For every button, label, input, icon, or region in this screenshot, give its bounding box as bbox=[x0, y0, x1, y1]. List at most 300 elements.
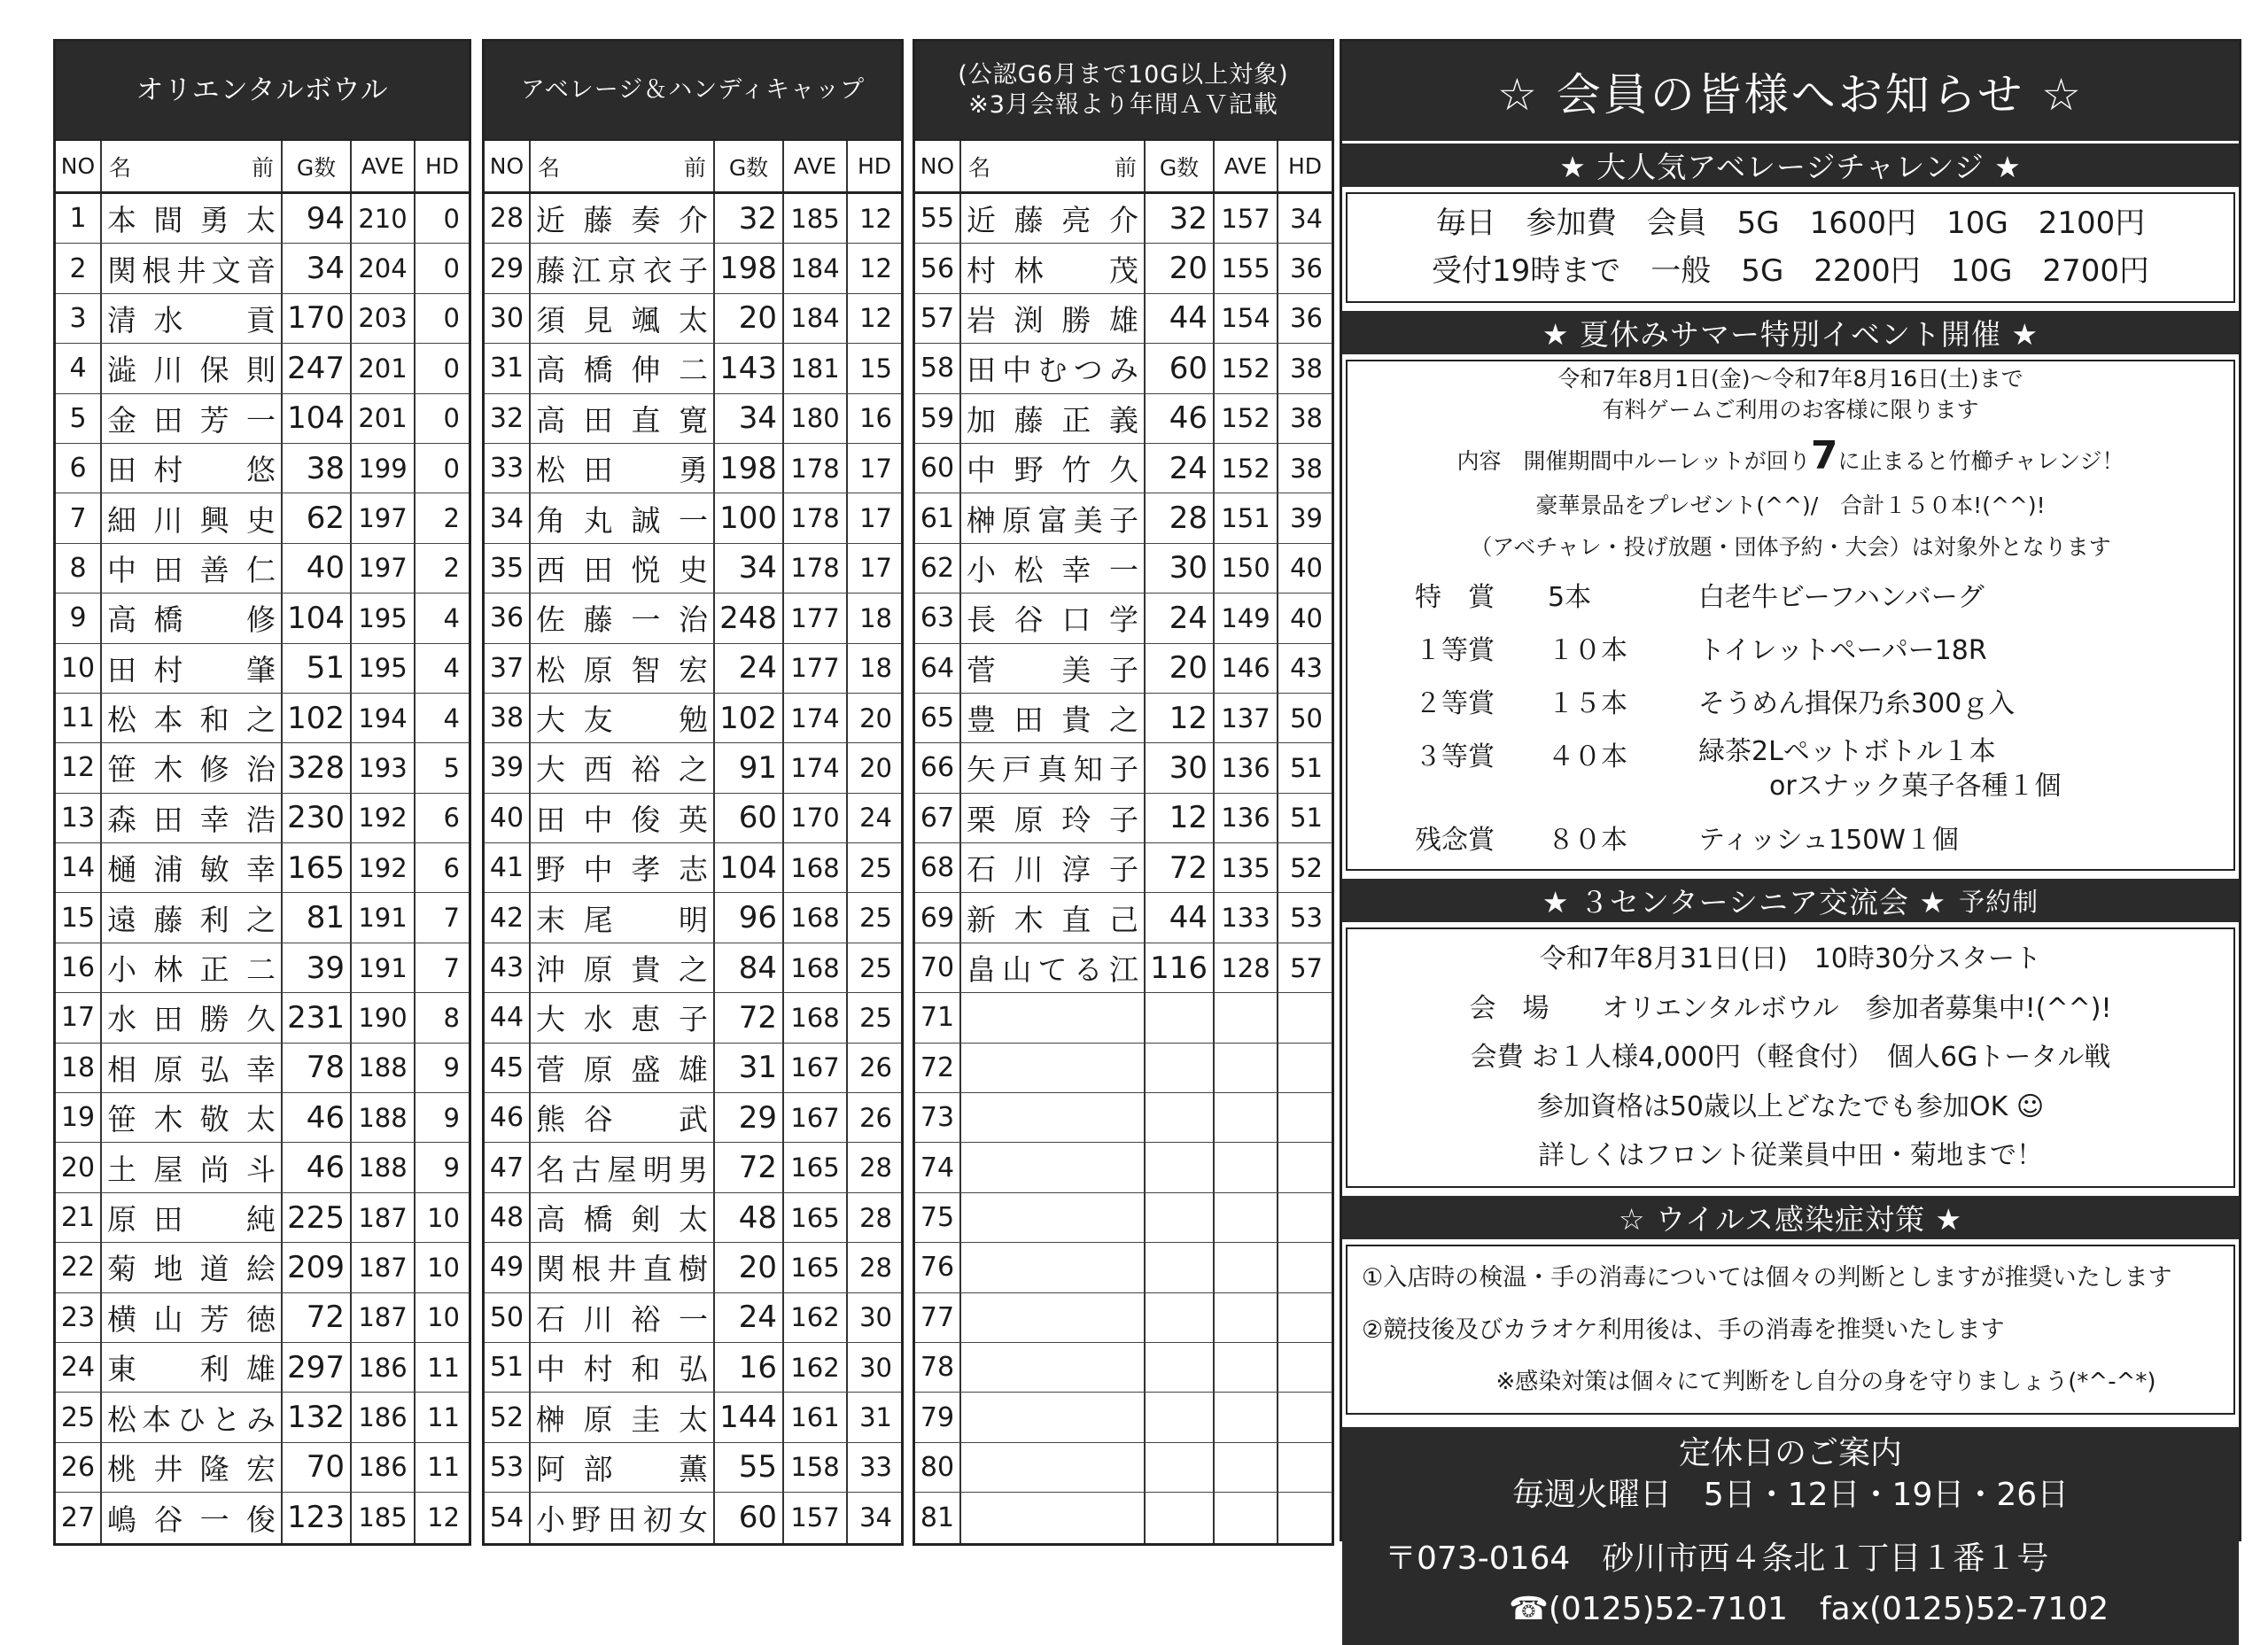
table-row bbox=[56, 194, 469, 244]
table-2-rows bbox=[485, 194, 901, 1543]
row-handicap: 51 bbox=[1290, 803, 1323, 834]
col-no: NO bbox=[915, 141, 961, 191]
row-handicap bbox=[1278, 1493, 1332, 1542]
row-name: 末 尾 明 bbox=[531, 893, 715, 942]
table-row bbox=[915, 544, 1332, 594]
row-average: 185 bbox=[352, 1493, 416, 1542]
row-name: 関 根 井 直 樹 bbox=[531, 1243, 715, 1292]
row-no: 61 bbox=[915, 493, 961, 542]
row-average: 168 bbox=[784, 893, 848, 942]
table-row bbox=[485, 444, 901, 493]
row-name: 小 野 田 初 女 bbox=[531, 1493, 715, 1542]
row-name: 原 田 純 bbox=[102, 1193, 283, 1242]
row-average: 165 bbox=[784, 1143, 848, 1191]
row-no: 39 bbox=[485, 743, 531, 792]
ranking-table-1 bbox=[53, 39, 471, 1546]
table-row bbox=[915, 444, 1332, 493]
row-average: 165 bbox=[784, 1243, 848, 1292]
row-average: 177 bbox=[784, 594, 848, 642]
row-name: 中 田 善 仁 bbox=[102, 544, 283, 593]
row-no: 81 bbox=[915, 1493, 961, 1542]
row-average bbox=[1215, 1343, 1278, 1392]
row-handicap: 40 bbox=[1290, 553, 1323, 584]
row-handicap: 43 bbox=[1290, 653, 1323, 684]
row-games: 248 bbox=[715, 594, 784, 642]
row-games: 104 bbox=[283, 594, 352, 642]
row-handicap: 12 bbox=[859, 253, 892, 284]
row-average: 168 bbox=[784, 843, 848, 892]
row-games: 55 bbox=[715, 1443, 784, 1492]
table-3-column-header bbox=[915, 139, 1332, 194]
row-games: 46 bbox=[283, 1143, 352, 1191]
table-row bbox=[56, 594, 469, 643]
row-no: 80 bbox=[915, 1443, 961, 1492]
col-no: NO bbox=[56, 141, 102, 191]
row-no: 9 bbox=[56, 594, 102, 642]
row-handicap: 25 bbox=[859, 1002, 892, 1033]
col-handicap: HD bbox=[424, 153, 460, 179]
row-name: 佐 藤 一 治 bbox=[531, 594, 715, 642]
row-average: 178 bbox=[784, 444, 848, 493]
table-row bbox=[56, 993, 469, 1043]
row-games: 328 bbox=[283, 743, 352, 792]
row-name: 長 谷 口 学 bbox=[961, 594, 1146, 642]
row-games: 198 bbox=[715, 244, 784, 292]
row-name: 本 間 勇 太 bbox=[102, 194, 283, 243]
row-games: 46 bbox=[283, 1093, 352, 1142]
row-handicap: 6 bbox=[443, 803, 460, 834]
col-no: NO bbox=[485, 141, 531, 191]
row-games: 96 bbox=[715, 893, 784, 942]
row-no: 37 bbox=[485, 644, 531, 693]
row-average: 192 bbox=[352, 794, 416, 842]
row-no: 75 bbox=[915, 1193, 961, 1242]
row-handicap: 9 bbox=[443, 1102, 460, 1133]
row-handicap: 7 bbox=[443, 952, 460, 983]
row-average: 178 bbox=[784, 493, 848, 542]
row-no: 1 bbox=[56, 194, 102, 243]
table-row bbox=[915, 394, 1332, 444]
table-row bbox=[915, 244, 1332, 293]
row-name: 角 丸 誠 一 bbox=[531, 493, 715, 542]
row-no: 70 bbox=[915, 943, 961, 992]
row-handicap: 25 bbox=[859, 903, 892, 934]
row-average: 201 bbox=[352, 394, 416, 443]
row-average: 187 bbox=[352, 1243, 416, 1292]
row-name: 笹 木 修 治 bbox=[102, 743, 283, 792]
ranking-table-3 bbox=[913, 39, 1334, 1546]
row-name: 関 根 井 文 音 bbox=[102, 244, 283, 292]
row-name: 石 川 裕 一 bbox=[531, 1293, 715, 1342]
row-name: 菊 地 道 絵 bbox=[102, 1243, 283, 1292]
table-row bbox=[56, 1193, 469, 1243]
table-row bbox=[56, 294, 469, 344]
row-handicap: 0 bbox=[443, 253, 460, 284]
table-row bbox=[56, 1143, 469, 1192]
row-name: 嶋 谷 一 俊 bbox=[102, 1493, 283, 1542]
row-no: 25 bbox=[56, 1393, 102, 1441]
table-row bbox=[485, 1493, 901, 1542]
row-games: 231 bbox=[283, 993, 352, 1042]
row-handicap: 28 bbox=[859, 1202, 892, 1233]
row-handicap: 12 bbox=[427, 1502, 460, 1533]
row-average: 162 bbox=[784, 1343, 848, 1392]
row-name: 豊 田 貴 之 bbox=[961, 694, 1146, 742]
row-handicap: 24 bbox=[859, 803, 892, 834]
row-no: 46 bbox=[485, 1093, 531, 1142]
row-handicap: 51 bbox=[1290, 752, 1323, 783]
table-row bbox=[56, 394, 469, 444]
row-average: 197 bbox=[352, 493, 416, 542]
row-no: 10 bbox=[56, 644, 102, 693]
table-row bbox=[56, 943, 469, 993]
holiday-info bbox=[1342, 1427, 2239, 1523]
row-no: 31 bbox=[485, 344, 531, 392]
senior-eligibility: 参加資格は50歳以上どなたでも参加OK ☺ bbox=[1536, 1090, 2045, 1122]
row-handicap: 30 bbox=[859, 1352, 892, 1383]
row-handicap: 2 bbox=[443, 503, 460, 534]
row-average: 137 bbox=[1215, 694, 1278, 742]
row-name: 高 橋 剣 太 bbox=[531, 1193, 715, 1242]
row-handicap: 39 bbox=[1290, 503, 1323, 534]
row-average: 193 bbox=[352, 743, 416, 792]
row-name: 加 藤 正 義 bbox=[961, 394, 1146, 443]
row-average bbox=[1215, 1493, 1278, 1542]
row-name: 樋 浦 敏 幸 bbox=[102, 843, 283, 892]
table-row bbox=[485, 1193, 901, 1243]
row-no: 36 bbox=[485, 594, 531, 642]
row-games: 72 bbox=[715, 1143, 784, 1191]
table-row bbox=[915, 1443, 1332, 1493]
row-games: 40 bbox=[283, 544, 352, 593]
row-games bbox=[1146, 1193, 1215, 1242]
row-average: 180 bbox=[784, 394, 848, 443]
row-name: 新 木 直 己 bbox=[961, 893, 1146, 942]
prize-row: １等賞 １０本 トイレットペーパー18R bbox=[1415, 635, 1987, 667]
summer-event-heading: ★ 夏休みサマー特別イベント開催 ★ bbox=[1342, 308, 2239, 354]
avechallenge-heading: ★ 大人気アベレージチャレンジ ★ bbox=[1342, 141, 2239, 187]
row-average: 191 bbox=[352, 893, 416, 942]
row-games: 20 bbox=[715, 1243, 784, 1292]
table-row bbox=[915, 194, 1332, 244]
row-games: 20 bbox=[1146, 644, 1215, 693]
row-games: 225 bbox=[283, 1193, 352, 1242]
row-name: 高 橋 修 bbox=[102, 594, 283, 642]
row-handicap: 5 bbox=[443, 752, 460, 783]
row-handicap: 26 bbox=[859, 1102, 892, 1133]
row-average bbox=[1215, 1044, 1278, 1092]
table-1-column-header bbox=[56, 139, 469, 194]
row-games: 230 bbox=[283, 794, 352, 842]
row-no: 26 bbox=[56, 1443, 102, 1492]
table-2-column-header bbox=[485, 139, 901, 194]
virus-line-3: ※感染対策は個々にて判断をし自分の身を守りましょう(*^-^*) bbox=[1495, 1368, 2156, 1395]
row-games: 72 bbox=[283, 1293, 352, 1342]
row-handicap bbox=[1278, 1093, 1332, 1142]
table-row bbox=[915, 1343, 1332, 1393]
row-name: 松 本 和 之 bbox=[102, 694, 283, 742]
row-handicap: 0 bbox=[443, 203, 460, 234]
row-games: 30 bbox=[1146, 544, 1215, 593]
row-no: 69 bbox=[915, 893, 961, 942]
row-average: 170 bbox=[784, 794, 848, 842]
table-3-rows bbox=[915, 194, 1332, 1543]
row-name bbox=[961, 1293, 1146, 1342]
table-row bbox=[485, 244, 901, 293]
row-average: 181 bbox=[784, 344, 848, 392]
row-name: 水 田 勝 久 bbox=[102, 993, 283, 1042]
row-name bbox=[961, 1493, 1146, 1542]
avechallenge-body bbox=[1346, 192, 2235, 303]
table-row bbox=[56, 1293, 469, 1343]
row-handicap: 0 bbox=[443, 303, 460, 334]
row-name: 森 田 幸 浩 bbox=[102, 794, 283, 842]
row-name bbox=[961, 1443, 1146, 1492]
col-games: G数 bbox=[1146, 141, 1215, 191]
row-games: 44 bbox=[1146, 294, 1215, 343]
row-no: 78 bbox=[915, 1343, 961, 1392]
row-no: 33 bbox=[485, 444, 531, 493]
table-row bbox=[915, 294, 1332, 344]
row-name: 榊 原 富 美 子 bbox=[961, 493, 1146, 542]
holiday-title: 定休日のご案内 bbox=[1678, 1435, 1902, 1472]
row-name: 菅 原 盛 雄 bbox=[531, 1044, 715, 1092]
row-handicap: 36 bbox=[1290, 253, 1323, 284]
prize-row: ２等賞 １５本 そうめん揖保乃糸300ｇ入 bbox=[1415, 688, 2016, 720]
row-name: 松 本 ひ と み bbox=[102, 1393, 283, 1441]
row-average: 150 bbox=[1215, 544, 1278, 593]
row-no: 35 bbox=[485, 544, 531, 593]
table-row bbox=[485, 893, 901, 943]
row-handicap: 4 bbox=[443, 653, 460, 684]
row-handicap: 17 bbox=[859, 453, 892, 484]
table-row bbox=[56, 1243, 469, 1292]
row-handicap: 9 bbox=[443, 1152, 460, 1183]
row-games bbox=[1146, 1044, 1215, 1092]
senior-venue: 会 場 オリエンタルボウル 参加者募集中!(^^)! bbox=[1469, 992, 2112, 1024]
row-name: 田 中 俊 英 bbox=[531, 794, 715, 842]
table-2-title: アベレージ＆ハンディキャップ bbox=[485, 42, 901, 139]
row-name bbox=[961, 1044, 1146, 1092]
row-no: 53 bbox=[485, 1443, 531, 1492]
row-games: 24 bbox=[715, 644, 784, 693]
row-handicap: 18 bbox=[859, 602, 892, 633]
table-row bbox=[485, 544, 901, 594]
row-handicap: 9 bbox=[443, 1052, 460, 1083]
smiley-icon: ☺ bbox=[2016, 1090, 2045, 1122]
col-name: 名 前 bbox=[531, 141, 715, 191]
row-handicap bbox=[1278, 1393, 1332, 1441]
col-games: G数 bbox=[715, 141, 784, 191]
row-name: 高 田 直 寛 bbox=[531, 394, 715, 443]
row-no: 34 bbox=[485, 493, 531, 542]
row-handicap: 10 bbox=[427, 1252, 460, 1283]
row-handicap: 17 bbox=[859, 553, 892, 584]
row-games bbox=[1146, 993, 1215, 1042]
row-handicap: 18 bbox=[859, 653, 892, 684]
row-no: 8 bbox=[56, 544, 102, 593]
row-average: 133 bbox=[1215, 893, 1278, 942]
row-handicap: 28 bbox=[859, 1252, 892, 1283]
row-name: 熊 谷 武 bbox=[531, 1093, 715, 1142]
table-row bbox=[485, 1393, 901, 1442]
row-games: 170 bbox=[283, 294, 352, 343]
table-row bbox=[915, 743, 1332, 793]
row-handicap bbox=[1278, 1293, 1332, 1342]
row-no: 5 bbox=[56, 394, 102, 443]
table-row bbox=[56, 244, 469, 293]
row-average: 168 bbox=[784, 943, 848, 992]
row-no: 59 bbox=[915, 394, 961, 443]
row-games: 16 bbox=[715, 1343, 784, 1392]
summer-gift: 豪華景品をプレゼント(^^)/ 合計１５０本!(^^)! bbox=[1535, 493, 2046, 519]
row-no: 2 bbox=[56, 244, 102, 292]
table-3-title: (公認G6月まで10G以上対象) ※3月会報より年間ＡＶ記載 bbox=[915, 42, 1332, 139]
senior-fee: 会費 お１人様4,000円（軽食付） 個人6Gトータル戦 bbox=[1470, 1042, 2111, 1074]
col-average: AVE bbox=[784, 141, 848, 191]
row-games: 38 bbox=[283, 444, 352, 493]
table-row bbox=[915, 1243, 1332, 1292]
row-games: 81 bbox=[283, 893, 352, 942]
row-average: 195 bbox=[352, 594, 416, 642]
row-games: 100 bbox=[715, 493, 784, 542]
row-games: 31 bbox=[715, 1044, 784, 1092]
row-no: 66 bbox=[915, 743, 961, 792]
table-row bbox=[915, 943, 1332, 993]
row-no: 76 bbox=[915, 1243, 961, 1292]
row-name: 名 古 屋 明 男 bbox=[531, 1143, 715, 1191]
row-name: 横 山 芳 徳 bbox=[102, 1293, 283, 1342]
virus-heading: ☆ ウイルス感染症対策 ★ bbox=[1342, 1193, 2239, 1239]
virus-line-2: ②競技後及びカラオケ利用後は、手の消毒を推奨いたします bbox=[1362, 1316, 2005, 1345]
row-games: 46 bbox=[1146, 394, 1215, 443]
table-row bbox=[915, 493, 1332, 543]
summer-period: 令和7年8月1日(金)～令和7年8月16日(土)まで bbox=[1557, 365, 2023, 392]
row-games: 51 bbox=[283, 644, 352, 693]
table-1-title: オリエンタルボウル bbox=[56, 42, 469, 139]
row-no: 72 bbox=[915, 1044, 961, 1092]
row-games: 104 bbox=[283, 394, 352, 443]
row-games: 132 bbox=[283, 1393, 352, 1441]
row-average: 191 bbox=[352, 943, 416, 992]
row-games: 29 bbox=[715, 1093, 784, 1142]
row-no: 15 bbox=[56, 893, 102, 942]
row-games: 20 bbox=[715, 294, 784, 343]
row-games: 34 bbox=[283, 244, 352, 292]
table-row bbox=[915, 594, 1332, 643]
prize-list bbox=[1362, 568, 2219, 864]
row-name: 岩 渕 勝 雄 bbox=[961, 294, 1146, 343]
row-no: 6 bbox=[56, 444, 102, 493]
row-name: 松 田 勇 bbox=[531, 444, 715, 493]
row-no: 14 bbox=[56, 843, 102, 892]
table-row bbox=[915, 1293, 1332, 1343]
row-average: 167 bbox=[784, 1093, 848, 1142]
row-name: 笹 木 敬 太 bbox=[102, 1093, 283, 1142]
row-handicap bbox=[1278, 1193, 1332, 1242]
table-row bbox=[485, 1143, 901, 1192]
avechallenge-line-1: 毎日 参加費 会員 5G 1600円 10G 2100円 bbox=[1435, 206, 2146, 241]
row-games: 198 bbox=[715, 444, 784, 493]
row-handicap: 53 bbox=[1290, 903, 1323, 934]
row-name: 矢 戸 真 知 子 bbox=[961, 743, 1146, 792]
row-name: 高 橋 伸 二 bbox=[531, 344, 715, 392]
row-average: 149 bbox=[1215, 594, 1278, 642]
row-name: 澁 川 保 則 bbox=[102, 344, 283, 392]
row-handicap: 38 bbox=[1290, 453, 1323, 484]
row-average: 188 bbox=[352, 1044, 416, 1092]
row-games: 247 bbox=[283, 344, 352, 392]
row-no: 51 bbox=[485, 1343, 531, 1392]
row-average: 197 bbox=[352, 544, 416, 593]
table-row bbox=[915, 344, 1332, 393]
table-row bbox=[56, 1493, 469, 1542]
row-no: 57 bbox=[915, 294, 961, 343]
row-handicap: 34 bbox=[859, 1502, 892, 1533]
row-handicap: 10 bbox=[427, 1302, 460, 1333]
row-games: 34 bbox=[715, 544, 784, 593]
row-average bbox=[1215, 1093, 1278, 1142]
row-games: 39 bbox=[283, 943, 352, 992]
row-no: 23 bbox=[56, 1293, 102, 1342]
table-row bbox=[56, 694, 469, 743]
row-average: 187 bbox=[352, 1293, 416, 1342]
row-no: 42 bbox=[485, 893, 531, 942]
row-games bbox=[1146, 1143, 1215, 1191]
row-no: 63 bbox=[915, 594, 961, 642]
row-games: 60 bbox=[715, 794, 784, 842]
row-name bbox=[961, 993, 1146, 1042]
row-average: 154 bbox=[1215, 294, 1278, 343]
table-row bbox=[56, 794, 469, 843]
table-row bbox=[56, 544, 469, 594]
row-games: 12 bbox=[1146, 694, 1215, 742]
row-no: 21 bbox=[56, 1193, 102, 1242]
row-handicap: 4 bbox=[443, 602, 460, 633]
table-row bbox=[915, 1193, 1332, 1243]
table-row bbox=[485, 594, 901, 643]
senior-date: 令和7年8月31日(日) 10時30分スタート bbox=[1539, 943, 2042, 975]
row-average: 136 bbox=[1215, 743, 1278, 792]
avechallenge-line-2: 受付19時まで 一般 5G 2200円 10G 2700円 bbox=[1432, 253, 2149, 290]
row-no: 18 bbox=[56, 1044, 102, 1092]
row-games bbox=[1146, 1293, 1215, 1342]
row-name: 西 田 悦 史 bbox=[531, 544, 715, 593]
row-no: 47 bbox=[485, 1143, 531, 1191]
prize-row: 特 賞 5本 白老牛ビーフハンバーグ bbox=[1415, 582, 1984, 614]
row-no: 29 bbox=[485, 244, 531, 292]
row-no: 30 bbox=[485, 294, 531, 343]
row-name: 大 友 勉 bbox=[531, 694, 715, 742]
row-no: 68 bbox=[915, 843, 961, 892]
row-name: 小 林 正 二 bbox=[102, 943, 283, 992]
row-no: 7 bbox=[56, 493, 102, 542]
row-games bbox=[1146, 1093, 1215, 1142]
table-row bbox=[56, 843, 469, 893]
row-name bbox=[961, 1243, 1146, 1292]
row-average: 167 bbox=[784, 1044, 848, 1092]
row-no: 43 bbox=[485, 943, 531, 992]
row-name: 畠 山 て る 江 bbox=[961, 943, 1146, 992]
row-games: 24 bbox=[1146, 594, 1215, 642]
row-handicap: 26 bbox=[859, 1052, 892, 1083]
row-no: 27 bbox=[56, 1493, 102, 1542]
row-name: 中 村 和 弘 bbox=[531, 1343, 715, 1392]
row-name: 阿 部 薫 bbox=[531, 1443, 715, 1492]
row-average: 203 bbox=[352, 294, 416, 343]
col-average: AVE bbox=[352, 141, 416, 191]
row-average: 152 bbox=[1215, 444, 1278, 493]
